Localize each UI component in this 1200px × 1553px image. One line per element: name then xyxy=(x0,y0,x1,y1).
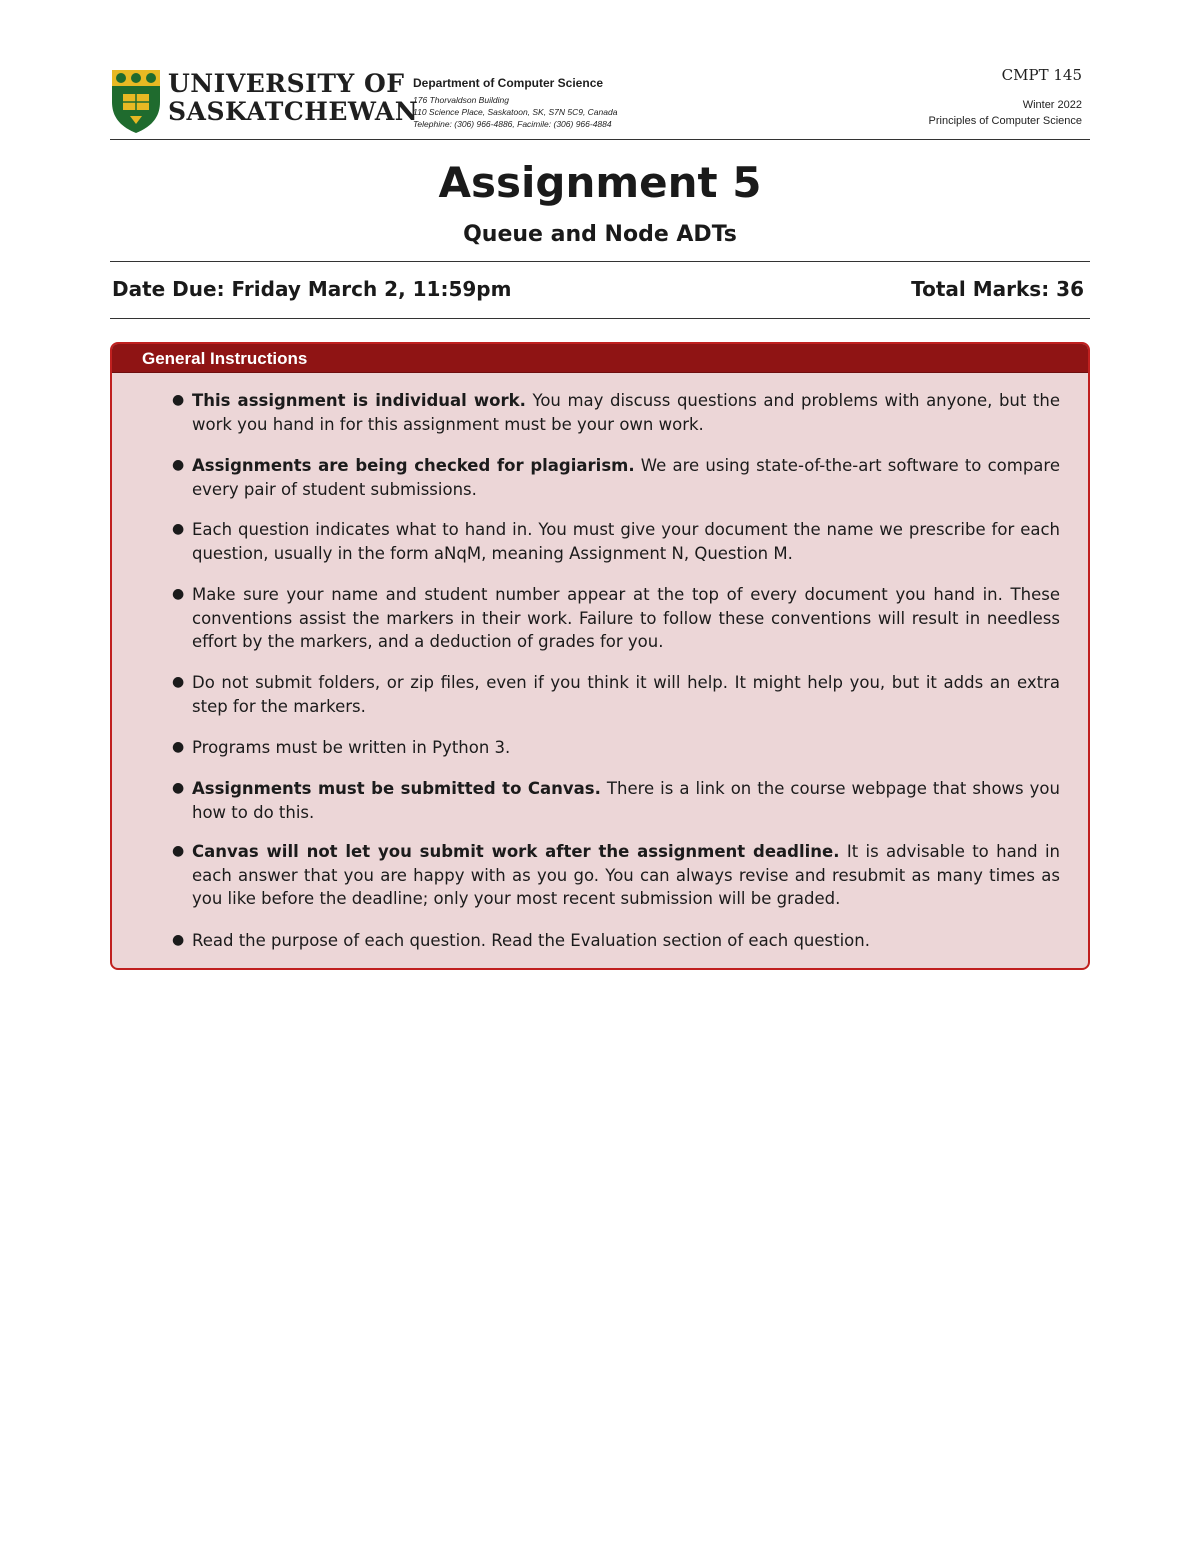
course-term: Winter 2022 xyxy=(1022,99,1082,111)
instruction-item xyxy=(172,777,1060,824)
general-instructions-heading: General Instructions xyxy=(112,344,1088,373)
due-date: Date Due: Friday March 2, 11:59pm xyxy=(112,277,512,301)
instruction-item xyxy=(172,840,1060,911)
instruction-text: Do not submit folders, or zip files, even if you think it will help. It might help you, but it adds an extra step for the markers. xyxy=(192,673,1060,716)
instruction-item xyxy=(172,736,1060,760)
bullet-icon: ● xyxy=(172,521,185,537)
university-name xyxy=(168,70,418,126)
general-instructions-box xyxy=(110,342,1090,970)
assignment-subtitle: Queue and Node ADTs xyxy=(463,222,737,247)
title-divider-bottom xyxy=(110,318,1090,319)
bullet-icon: ● xyxy=(172,843,185,859)
university-name-line1: UNIVERSITY OF xyxy=(168,69,405,98)
address-line-2: 110 Science Place, Saskatoon, SK, S7N 5C9, Canada xyxy=(413,107,618,117)
instruction-bold: Canvas will not let you submit work after the assignment deadline. xyxy=(192,842,840,861)
instruction-text: You may discuss questions and problems with anyone, but the work you hand in for this assignment must be your own work. xyxy=(192,391,1060,434)
course-name: Principles of Computer Science xyxy=(928,115,1082,127)
instruction-text: Read the purpose of each question. Read the Evaluation section of each question. xyxy=(192,931,870,950)
course-code: CMPT 145 xyxy=(1001,66,1082,84)
bullet-icon: ● xyxy=(172,457,185,473)
instruction-bold: Assignments must be submitted to Canvas. xyxy=(192,779,601,798)
instruction-bold: This assignment is individual work. xyxy=(192,391,526,410)
instruction-text: Each question indicates what to hand in. You must give your document the name we prescribe for each question, usually in the form aNqM, meaning Assignment N, Question M. xyxy=(192,520,1060,563)
instruction-text: We are using state-of-the-art software to compare every pair of student submissions. xyxy=(192,456,1060,499)
instruction-item xyxy=(172,671,1060,718)
bullet-icon: ● xyxy=(172,392,185,408)
university-name-line2: SASKATCHEWAN xyxy=(168,97,419,126)
instruction-item xyxy=(172,454,1060,501)
instruction-text: It is advisable to hand in each answer that you are happy with as you go. You can always revise and resubmit as many times as you like before the deadline; only your most recent submission will be graded. xyxy=(192,842,1060,908)
department-name: Department of Computer Science xyxy=(413,76,604,90)
course-info xyxy=(929,66,1082,129)
assignment-title: Assignment 5 xyxy=(438,158,762,207)
department-info xyxy=(413,76,617,130)
bullet-icon: ● xyxy=(172,739,185,755)
instruction-item xyxy=(172,389,1060,436)
university-crest-logo xyxy=(110,68,162,134)
bullet-icon: ● xyxy=(172,780,185,796)
total-marks: Total Marks: 36 xyxy=(911,277,1084,301)
instruction-item xyxy=(172,518,1060,565)
bullet-icon: ● xyxy=(172,674,185,690)
instruction-item xyxy=(172,929,1060,953)
address-line-3: Telephine: (306) 966-4886, Facimile: (306) 966-4884 xyxy=(413,119,612,129)
bullet-icon: ● xyxy=(172,932,185,948)
instruction-item xyxy=(172,583,1060,654)
instruction-text: Make sure your name and student number appear at the top of every document you hand in. These conventions assist the markers in their work. Failure to follow these conventions will result in needless effort by the markers, and a deduction of grades for you. xyxy=(192,585,1060,651)
bullet-icon: ● xyxy=(172,586,185,602)
address-line-1: 176 Thorvaldson Building xyxy=(413,95,509,105)
header-divider xyxy=(110,139,1090,140)
instruction-text: Programs must be written in Python 3. xyxy=(192,738,511,757)
title-divider-top xyxy=(110,261,1090,262)
instruction-text: There is a link on the course webpage that shows you how to do this. xyxy=(192,779,1060,822)
instruction-bold: Assignments are being checked for plagiarism. xyxy=(192,456,635,475)
